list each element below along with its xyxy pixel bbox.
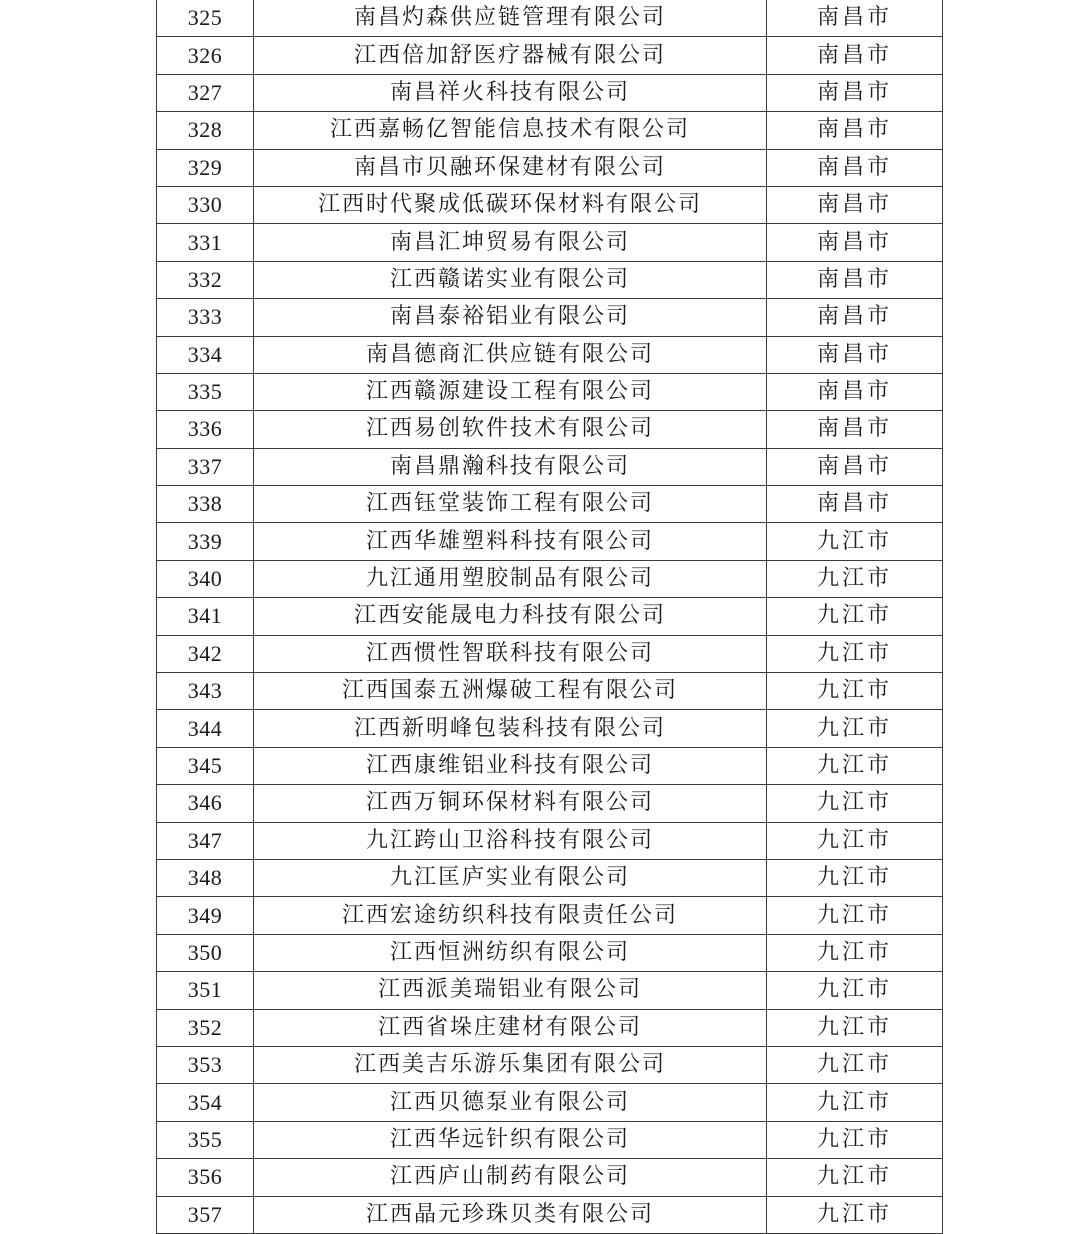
city-name: 九江市 [767,1009,943,1046]
company-name: 江西赣源建设工程有限公司 [254,373,767,410]
row-number: 329 [157,149,254,186]
table-row [157,336,943,373]
city-name: 九江市 [767,1046,943,1083]
table-row [157,1196,943,1233]
row-number: 355 [157,1121,254,1158]
row-number: 343 [157,673,254,710]
city-name: 南昌市 [767,74,943,111]
company-name: 江西恒洲纺织有限公司 [254,934,767,971]
company-name: 南昌灼森供应链管理有限公司 [254,0,767,37]
company-name: 江西时代聚成低碳环保材料有限公司 [254,186,767,223]
table-row [157,448,943,485]
row-number: 336 [157,411,254,448]
city-name: 九江市 [767,523,943,560]
table-row [157,897,943,934]
row-number: 330 [157,186,254,223]
company-name: 江西惯性智联科技有限公司 [254,635,767,672]
city-name: 南昌市 [767,149,943,186]
row-number: 348 [157,859,254,896]
company-name: 江西新明峰包装科技有限公司 [254,710,767,747]
table-row [157,1046,943,1083]
table-row [157,822,943,859]
company-name: 江西庐山制药有限公司 [254,1159,767,1196]
company-name: 江西赣诺实业有限公司 [254,261,767,298]
row-number: 342 [157,635,254,672]
company-name: 九江跨山卫浴科技有限公司 [254,822,767,859]
city-name: 南昌市 [767,0,943,37]
table-row [157,1121,943,1158]
row-number: 349 [157,897,254,934]
row-number: 351 [157,972,254,1009]
row-number: 339 [157,523,254,560]
table-row [157,972,943,1009]
row-number: 338 [157,486,254,523]
company-name: 江西宏途纺织科技有限责任公司 [254,897,767,934]
company-name: 江西华远针织有限公司 [254,1121,767,1158]
table-row [157,1159,943,1196]
city-name: 九江市 [767,859,943,896]
table-row [157,411,943,448]
company-name: 江西康维铝业科技有限公司 [254,747,767,784]
row-number: 337 [157,448,254,485]
table-row [157,112,943,149]
city-name: 南昌市 [767,37,943,74]
city-name: 九江市 [767,785,943,822]
company-name: 江西嘉畅亿智能信息技术有限公司 [254,112,767,149]
city-name: 九江市 [767,747,943,784]
city-name: 南昌市 [767,261,943,298]
table-row [157,859,943,896]
city-name: 九江市 [767,934,943,971]
row-number: 350 [157,934,254,971]
city-name: 九江市 [767,822,943,859]
city-name: 九江市 [767,1084,943,1121]
table-row [157,523,943,560]
row-number: 354 [157,1084,254,1121]
row-number: 327 [157,74,254,111]
enterprise-list-page [156,0,942,1233]
row-number: 328 [157,112,254,149]
table-row [157,710,943,747]
city-name: 南昌市 [767,486,943,523]
row-number: 340 [157,560,254,597]
company-name: 江西贝德泵业有限公司 [254,1084,767,1121]
table-row [157,261,943,298]
table-row [157,186,943,223]
row-number: 347 [157,822,254,859]
table-row [157,0,943,37]
company-name: 江西省垛庄建材有限公司 [254,1009,767,1046]
company-name: 南昌德商汇供应链有限公司 [254,336,767,373]
city-name: 南昌市 [767,299,943,336]
table-row [157,149,943,186]
row-number: 356 [157,1159,254,1196]
city-name: 九江市 [767,598,943,635]
table-row [157,635,943,672]
company-name: 南昌汇坤贸易有限公司 [254,224,767,261]
row-number: 325 [157,0,254,37]
row-number: 333 [157,299,254,336]
city-name: 九江市 [767,1159,943,1196]
row-number: 357 [157,1196,254,1233]
table-row [157,598,943,635]
city-name: 九江市 [767,897,943,934]
city-name: 九江市 [767,1196,943,1233]
table-row [157,747,943,784]
row-number: 345 [157,747,254,784]
row-number: 344 [157,710,254,747]
company-name: 江西钰堂装饰工程有限公司 [254,486,767,523]
row-number: 331 [157,224,254,261]
city-name: 九江市 [767,1121,943,1158]
row-number: 346 [157,785,254,822]
enterprise-table-body [157,0,943,1233]
city-name: 南昌市 [767,411,943,448]
city-name: 南昌市 [767,112,943,149]
city-name: 南昌市 [767,448,943,485]
company-name: 南昌鼎瀚科技有限公司 [254,448,767,485]
company-name: 江西万铜环保材料有限公司 [254,785,767,822]
company-name: 江西国泰五洲爆破工程有限公司 [254,673,767,710]
company-name: 南昌泰裕铝业有限公司 [254,299,767,336]
company-name: 九江通用塑胶制品有限公司 [254,560,767,597]
city-name: 九江市 [767,972,943,1009]
row-number: 332 [157,261,254,298]
row-number: 326 [157,37,254,74]
row-number: 352 [157,1009,254,1046]
row-number: 334 [157,336,254,373]
city-name: 九江市 [767,560,943,597]
city-name: 南昌市 [767,186,943,223]
city-name: 九江市 [767,673,943,710]
table-row [157,1009,943,1046]
table-row [157,673,943,710]
enterprise-table [156,0,943,1234]
company-name: 九江匡庐实业有限公司 [254,859,767,896]
city-name: 南昌市 [767,373,943,410]
city-name: 南昌市 [767,336,943,373]
company-name: 江西晶元珍珠贝类有限公司 [254,1196,767,1233]
company-name: 南昌祥火科技有限公司 [254,74,767,111]
table-row [157,934,943,971]
table-row [157,373,943,410]
row-number: 335 [157,373,254,410]
company-name: 江西美吉乐游乐集团有限公司 [254,1046,767,1083]
company-name: 江西倍加舒医疗器械有限公司 [254,37,767,74]
company-name: 江西易创软件技术有限公司 [254,411,767,448]
table-row [157,299,943,336]
table-row [157,1084,943,1121]
table-row [157,785,943,822]
table-row [157,37,943,74]
row-number: 353 [157,1046,254,1083]
table-row [157,224,943,261]
city-name: 南昌市 [767,224,943,261]
company-name: 江西安能晟电力科技有限公司 [254,598,767,635]
company-name: 江西派美瑞铝业有限公司 [254,972,767,1009]
table-row [157,560,943,597]
table-row [157,74,943,111]
company-name: 江西华雄塑料科技有限公司 [254,523,767,560]
table-row [157,486,943,523]
row-number: 341 [157,598,254,635]
company-name: 南昌市贝融环保建材有限公司 [254,149,767,186]
city-name: 九江市 [767,710,943,747]
city-name: 九江市 [767,635,943,672]
